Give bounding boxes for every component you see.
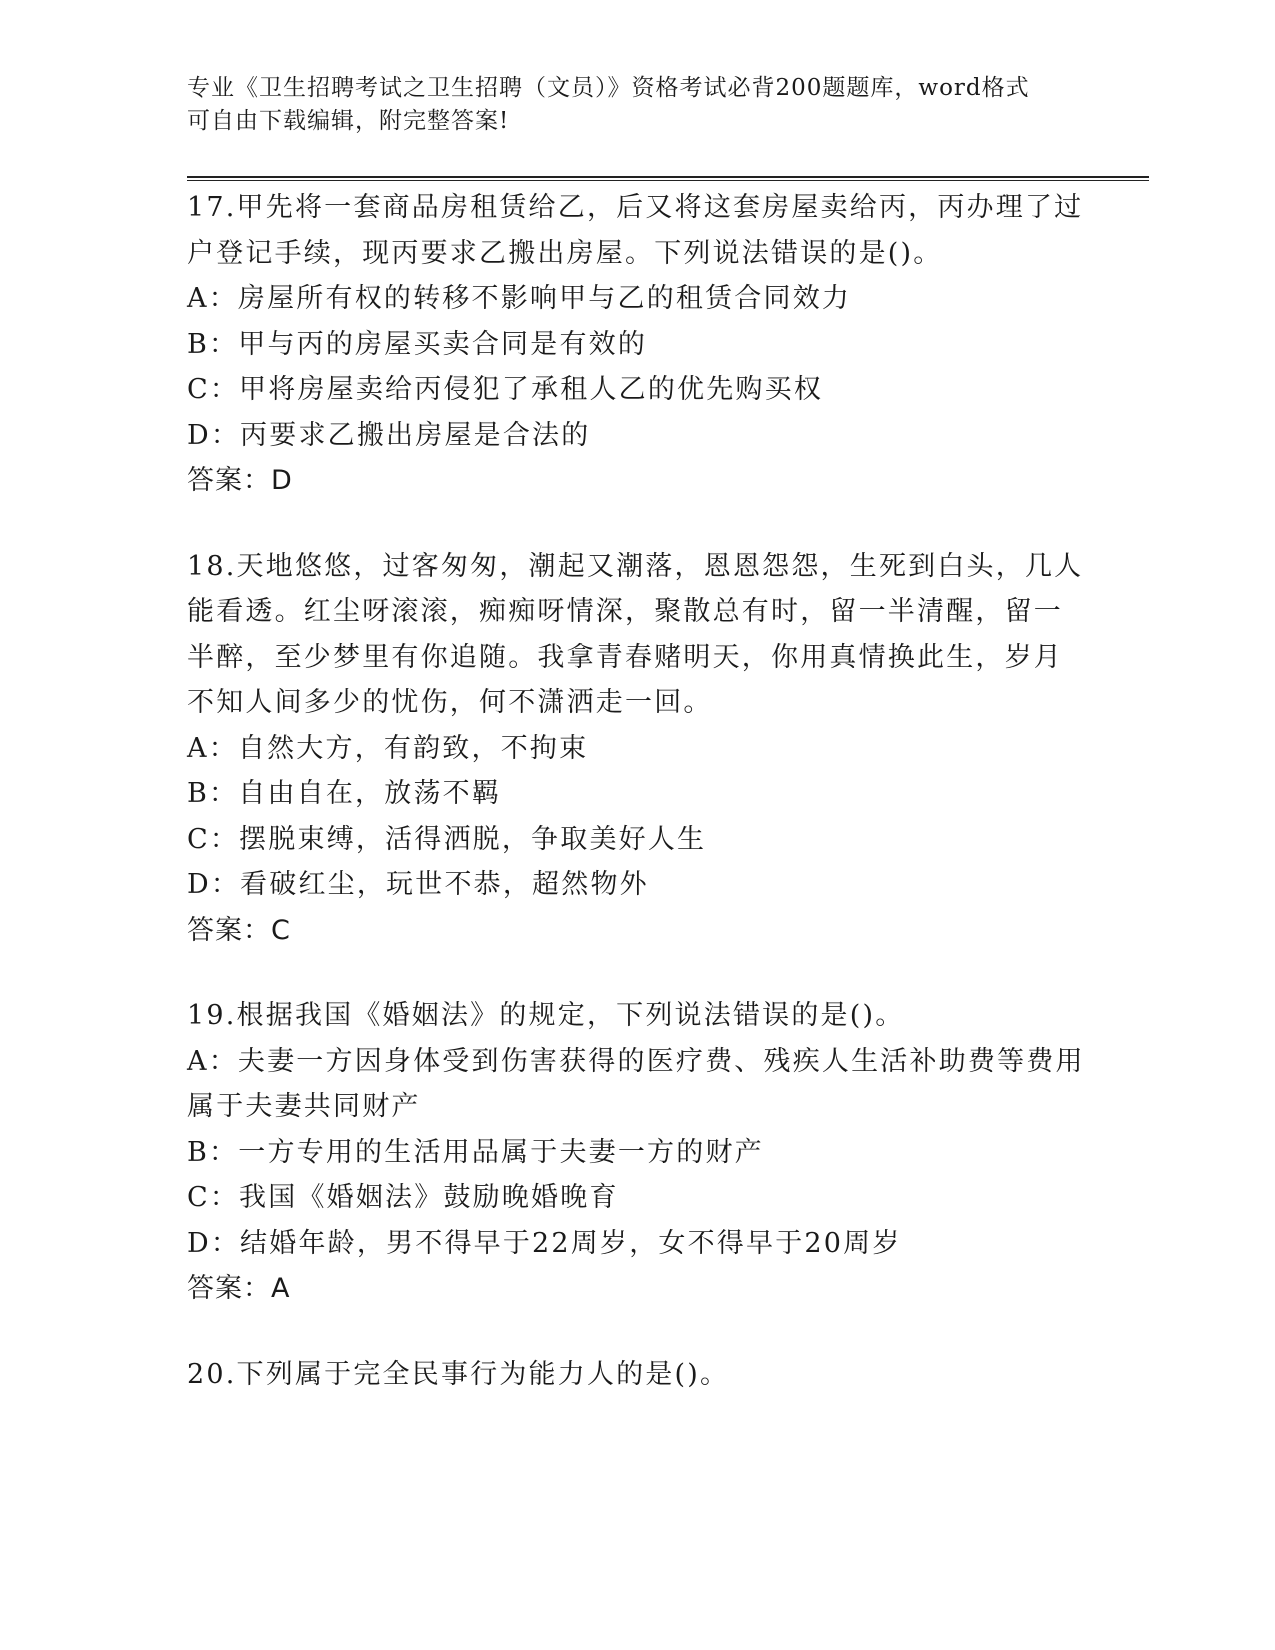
question-stem [187, 993, 1087, 1039]
stem-line: 19.根据我国《婚姻法》的规定，下列说法错误的是()。 [187, 1000, 905, 1031]
stem-line: 能看透。红尘呀滚滚，痴痴呀情深，聚散总有时，留一半清醒，留一 [187, 596, 1063, 627]
option-c: C：我国《婚姻法》鼓励晚婚晚育 [187, 1182, 619, 1213]
question-19 [187, 993, 1087, 1312]
question-stem [187, 544, 1087, 726]
answer-label: 答案：D [187, 465, 293, 496]
option-a: A：自然大方，有韵致，不拘束 [187, 732, 589, 764]
header-divider [187, 176, 1149, 181]
answer-label: 答案：C [187, 914, 291, 946]
option-d: D：看破红尘，玩世不恭，超然物外 [187, 869, 649, 900]
stem-line: 半醉，至少梦里有你追随。我拿青春赌明天，你用真情换此生，岁月 [187, 641, 1063, 673]
option-b: B：甲与丙的房屋买卖合同是有效的 [187, 328, 648, 360]
question-list [187, 185, 1087, 1437]
option-d: D：结婚年龄，男不得早于22周岁，女不得早于20周岁 [187, 1227, 902, 1259]
option-b: B：一方专用的生活用品属于夫妻一方的财产 [187, 1136, 764, 1168]
stem-line: 不知人间多少的忧伤，何不潇洒走一回。 [187, 687, 713, 718]
stem-line: 17.甲先将一套商品房租赁给乙，后又将这套房屋卖给丙，丙办理了过 [187, 192, 1084, 223]
option-d: D：丙要求乙搬出房屋是合法的 [187, 419, 591, 451]
document-header [187, 72, 1067, 138]
option-c: C：摆脱束缚，活得洒脱，争取美好人生 [187, 823, 707, 855]
question-18 [187, 544, 1087, 954]
option-a-continued: 属于夫妻共同财产 [187, 1091, 421, 1122]
question-stem [187, 1352, 1087, 1398]
option-a: A：夫妻一方因身体受到伤害获得的医疗费、残疾人生活补助费等费用 [187, 1045, 1085, 1077]
question-stem [187, 185, 1087, 276]
stem-line: 20.下列属于完全民事行为能力人的是()。 [187, 1358, 730, 1390]
question-20 [187, 1352, 1087, 1398]
stem-line: 户登记手续，现丙要求乙搬出房屋。下列说法错误的是()。 [187, 237, 943, 269]
header-title-line-2: 可自由下载编辑，附完整答案! [187, 108, 510, 134]
answer-label: 答案：A [187, 1273, 291, 1304]
header-title-line-1: 专业《卫生招聘考试之卫生招聘（文员）》资格考试必背200题题库，word格式 [187, 75, 1030, 101]
option-b: B：自由自在，放荡不羁 [187, 778, 502, 809]
question-17 [187, 185, 1087, 504]
option-c: C：甲将房屋卖给丙侵犯了承租人乙的优先购买权 [187, 374, 824, 405]
stem-line: 18.天地悠悠，过客匆匆，潮起又潮落，恩恩怨怨，生死到白头，几人 [187, 550, 1084, 582]
option-a: A：房屋所有权的转移不影响甲与乙的租赁合同效力 [187, 283, 852, 314]
